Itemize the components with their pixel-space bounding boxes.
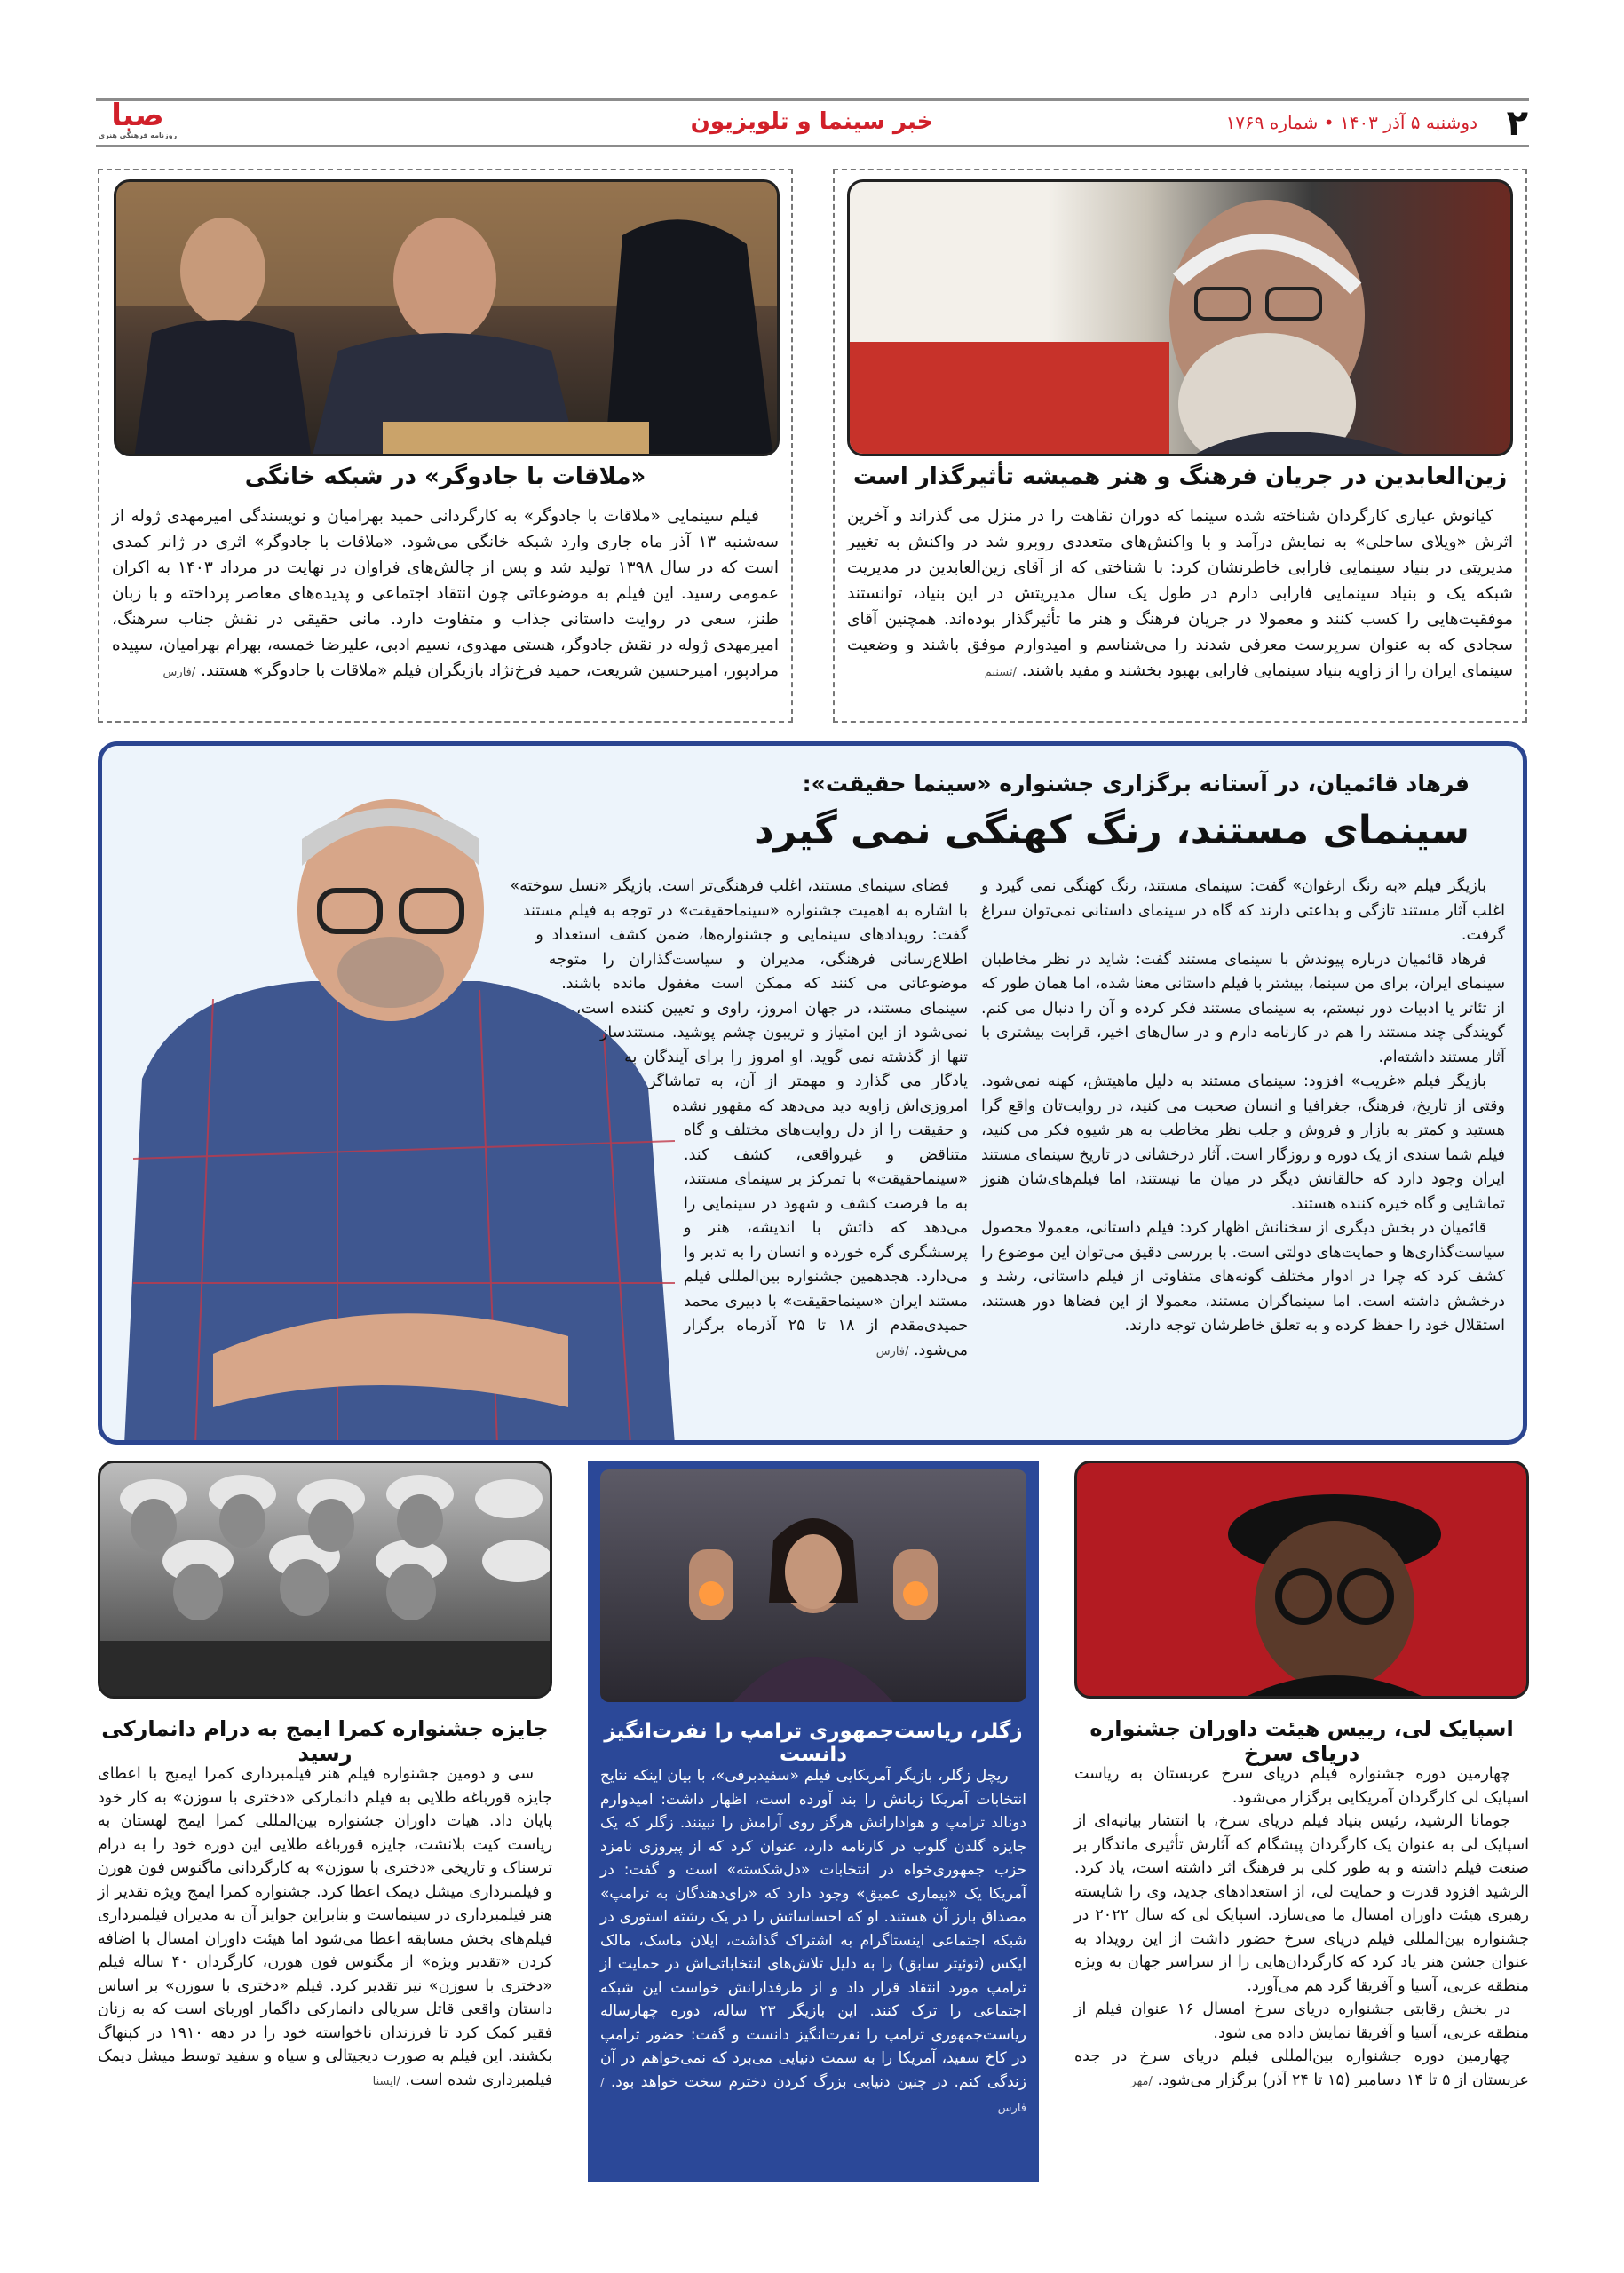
article-body: ریچل زگلر، بازیگر آمریکایی فیلم «سفیدبرفی»، با بیان اینکه نتایج انتخابات آمریکا زبانش را بند آورده است، اظهار داشت: امیدوارم دونالد ترامپ و هوادارانش هرگز روی آرامش را نبینند. زگلر که یک جایزه گلدن گلوب در کارنامه دارد، عنوان کرد که از پیروزی نامزد حزب جمهوری‌خواه در انتخابات «دل‌شکسته» است و گفت: در آمریکا یک «بیماری عمیق» وجود دارد که «رای‌دهندگان به ترامپ» مصداق بارز آن هستند. او که احساساتش را در یک رشته استوری در شبکه اجتماعی اینستاگرام به اشتراک گذاشت، ایلان ماسک، مالک ایکس (توئیتر سابق) را به دلیل تلاش‌های انتخاباتی‌اش در حمایت از ترامپ مورد انتقاد قرار داد و از طرفدارانش خواست این شبکه اجتماعی را ترک کنند. این بازیگر ۲۳ ساله، دوره چهارساله ریاست‌جمهوری ترامپ را نفرت‌انگیز دانست و گفت: حضور ترامپ در کاخ سفید، آمریکا را به سمت دنیایی می‌برد که نمی‌خواهم در آن زندگی کنم. در چنین دنیایی بزرگ کردن دخترم سخت خواهد بود.	[600, 1767, 1027, 2091]
logo-tagline: روزنامه فرهنگی هنری	[98, 131, 178, 139]
main-headline: سینمای مستند، رنگ کهنگی نمی گیرد	[754, 808, 1470, 853]
article-camerimage	[98, 1461, 552, 2189]
newspaper-logo	[98, 99, 178, 144]
film-still-icon	[100, 1463, 552, 1699]
paragraph: جومانا الرشید، رئیس بنیاد فیلم دریای سرخ، با انتشار بیانیه‌ای از اسپایک لی به عنوان یک کارگردان پیشگام که آثارش تأثیری ماندگار بر صنعت فیلم داشته و به طور کلی بر فرهنگ اثر داشته است، یاد کرد. الرشید افزود قدرت و حمایت لی، از استعدادهای جدید، وی را شایسته رهبری هیئت داوران امسال ما می‌سازد. اسپایک لی که سال ۲۰۲۲ در جشنواره بین‌المللی فیلم دریای سرخ حضور داشت از این رویداد به عنوان جشن هنر یاد کرد که کارگردان‌هایی را از سراسر جهان به ویژه منطقه عربی، آسیا و آفریقا گرد هم می‌آورد.	[1074, 1812, 1529, 1995]
article-source: /فارس	[600, 2076, 1026, 2115]
girl-with-needle-still	[98, 1461, 552, 1699]
article-title: اسپایک لی، رییس هیئت داوران جشنواره دریای سرخ	[1089, 1716, 1514, 1766]
issue-date: دوشنبه ۵ آذر ۱۴۰۳ • شماره ۱۷۶۹	[1225, 112, 1477, 133]
paragraph: فضای سینمای مستند، اغلب فرهنگی‌تر است. بازیگر «نسل سوخته» با اشاره به اهمیت جشنواره «سینماحقیقت» در توجه به فیلم مستند گفت: رویدادهای سینمایی و جشنواره‌ها، ضمن کشف استعداد و اطلاع‌رسانی فرهنگی، مدیران و سیاست‌گذاران را متوجه موضوعاتی می کنند که ممکن است مغفول مانده باشند. سینمای مستند، در جهان امروز، راوی و تعیین کننده است، نمی‌شود از این امتیاز و تریبون چشم پوشید. مستندساز تنها از گذشته نمی گوید. او امروز را برای آیندگان به یادگار می گذارد و مهمتر از آن، به تماشاگر امروزی‌اش زاویه دید می‌دهد که مقهور نشده و حقیقت را از دل روایت‌های مختلف و گاه متناقض و غیرواقعی، کشف کند. «سینماحقیقت» با تمرکز بر سینمای مستند، به ما فرصت کشف و شهود در سینمایی را می‌دهد که ذاتش با اندیشه، هنر و پرسشگری گره خورده و انسان را به تدبر وا می‌دارد. هجدهمین جشنواره بین‌المللی فیلم مستند ایران «سینماحقیقت» با دبیری محمد حمیدی‌مقدم از ۱۸ تا ۲۵ آذرماه برگزار می‌شود.	[510, 877, 969, 1359]
main-middle-column	[497, 875, 968, 1443]
spike-lee-photo	[1074, 1461, 1529, 1699]
paragraph: فرهاد قائمیان درباره پیوندش با سینمای مستند گفت: شاید در نظر مخاطبان سینمای ایران، برای من سینما، بیشتر با فیلم داستانی معنا شده، اما همان طور که از تئاتر یا ادبیات دور نیستم، به سینمای مستند فکر کرده و آن را دنبال می کنم. گویندگی چند مستند را هم در کارنامه دارم و در سال‌های اخیر، قرابت بیشتری با آثار مستند داشته‌ام.	[981, 950, 1505, 1066]
page-number: ۲	[1506, 103, 1528, 144]
article-zeinolabedin	[833, 169, 1527, 723]
article-spike-lee	[1074, 1461, 1529, 2189]
paragraph: بازیگر فیلم «به رنگ ارغوان» گفت: سینمای مستند، رنگ کهنگی نمی گیرد و اغلب آثار مستند تازگی و بداعتی دارند که گاه در سینمای داستانی نمی‌توان سراغ گرفت.	[981, 877, 1505, 944]
article-zegler	[588, 1461, 1039, 2182]
paragraph: بازیگر فیلم «غریب» افزود: سینمای مستند به دلیل ماهیتش، کهنه نمی‌شود. وقتی از تاریخ، فرهنگ، جغرافیا و انسان صحبت می کنید، در روایت‌تان واقع گرا هستید و کمتر به بازار و فروش و جلب نظر مخاطب به هر شیوه فکر می کنید، فیلم شما سندی از یک دوره و روزگار است. آثار درخشانی در تاریخ سینمای مستند ایران وجود دارد که خالقانش دیگر در میان ما نیستند، اما فیلم‌های‌شان هنوز تماشایی و گاه خیره کننده هستند.	[981, 1073, 1505, 1213]
article-meeting-wizard	[98, 169, 793, 723]
article-source: /ایسنا	[372, 2074, 400, 2088]
article-source: /مهر	[1130, 2074, 1153, 2088]
header-top-rule	[96, 98, 1529, 101]
article-source: /تسنیم	[984, 666, 1017, 679]
film-still-icon	[116, 182, 780, 456]
article-source: /فارس	[875, 1344, 909, 1358]
rachel-zegler-photo	[600, 1469, 1026, 1702]
portrait-icon	[600, 1469, 1026, 1702]
logo-text: صبا	[111, 98, 164, 133]
article-body: سی و دومین جشنواره فیلم هنر فیلمبرداری کمرا ایمیج با اعطای جایزه قورباغه طلایی به فیلم دانمارکی «دختری با سوزن» به کار خود پایان داد. هیات داوران جشنواره بین‌المللی کمرا ایمج لهستان به ریاست کیت بلانشت، جایزه قورباغه طلایی این دوره خود را به درام ترسناک و تاریخی «دختری با سوزن» به کارگردانی ماگنوس فون هورن و فیلمبرداری میشل دیمک اعطا کرد. جشنواره کمرا ایمج ویژه تقدیر از هنر فیلمبرداری در سینماست و بنابراین جوایز آن به مدیران فیلمبرداری فیلم‌های بخش مسابقه اعطا می‌شود اما هیئت داوران امسال با اضافه کردن «تقدیر ویژه» از مگنوس فون هورن، کارگردان ۴۰ ساله فیلم «دختری با سوزن» نیز تقدیر کرد. فیلم «دختری با سوزن» بر اساس داستان واقعی قاتل سریالی دانمارکی داگمار اوربای است که به زنان فقیر کمک کرد تا فرزندان ناخواسته خود را در دهه ۱۹۱۰ در کپنهاگ بکشند. این فیلم به صورت دیجیتالی و سیاه و سفید توسط میشل دیمک فیلمبرداری شده است.	[98, 1765, 553, 2089]
header-bottom-rule	[96, 145, 1529, 147]
paragraph: چهارمین دوره جشنواره فیلم دریای سرخ عربستان به ریاست اسپایک لی کارگردان آمریکایی برگزار می‌شود.	[1074, 1765, 1529, 1807]
article-source: /فارس	[162, 666, 196, 679]
main-right-column	[981, 875, 1505, 1339]
paragraph: قائمیان در بخش دیگری از سخنانش اظهار کرد: فیلم داستانی، معمولا محصول سیاست‌گذاری‌ها و حمایت‌های دولتی است. با بررسی دقیق می‌توان این موضوع را کشف کرد که چرا در ادوار مختلف گونه‌های متفاوتی از فیلم داستانی، رشد و درخشش داشته است. اما سینماگران مستند، معمولا از این فضاها دور هستند، استقلال خود را حفظ کرده و به تعلق خاطرشان توجه دارند.	[981, 1219, 1505, 1334]
article-title: «ملاقات با جادوگر» در شبکه خانگی	[244, 463, 646, 490]
main-kicker: فرهاد قائمیان، در آستانه برگزاری جشنواره «سینما حقیقت»:	[802, 771, 1470, 796]
feature-article-ghaemian	[98, 741, 1527, 1445]
article-body: فیلم سینمایی «ملاقات با جادوگر» به کارگردانی حمید بهرامیان و نویسندگی امیرمهدی ژوله از سه‌شنبه ۱۳ آذر ماه جاری وارد شبکه خانگی می‌شود. «ملاقات با جادوگر» اثری در ژانر کمدی است که در سال ۱۳۹۸ تولید شد و پس از چالش‌های فراوان در نهایت در مرداد ۱۴۰۳ به اکران عمومی رسید. این فیلم به موضوعاتی چون انتقاد اجتماعی و پدیده‌های معاصر پرداخته و با زبان طنز، سعی در روایت داستانی جذاب و متفاوت دارد. مانی حقیقی در نقش جناب سرهنگ، امیرمهدی ژوله در نقش جادوگر، هستی مهدوی، نسیم ادبی، علیرضا خمسه، بهرام بهرامیان، سپیده مرادپور، امیرحسین شریعت، حمید فرخ‌نژاد بازیگران فیلم «ملاقات با جادوگر» هستند.	[112, 507, 780, 680]
portrait-icon	[850, 182, 1513, 456]
article-title: زین‌العابدین در جریان فرهنگ و هنر همیشه تأثیرگذار است	[852, 463, 1508, 490]
paragraph: چهارمین دوره جشنواره بین‌المللی فیلم دریای سرخ در جده عربستان از ۵ تا ۱۴ دسامبر (۱۵ تا ۲۴ آذر) برگزار می‌شود.	[1074, 2047, 1529, 2089]
article-title: جایزه جشنواره کمرا ایمج به درام دانمارکی رسید	[101, 1716, 549, 1766]
paragraph: در بخش رقابتی جشنواره دریای سرخ امسال ۱۶ عنوان فیلم از منطقه عربی، آسیا و آفریقا نمایش داده می شود.	[1074, 2000, 1529, 2042]
kianoush-ayari-photo	[847, 179, 1513, 456]
meeting-with-wizard-still	[114, 179, 780, 456]
article-body: کیانوش عیاری کارگردان شناخته شده سینما که دوران نقاهت را در منزل می گذراند و آخرین اثرش «ویلای ساحلی» به نمایش درآمد و با واکنش‌های متعددی روبرو شد در واکنش به تغییر مدیریتی در بنیاد سینمایی فارابی خاطرنشان کرد: با شناختی که از آقای زین‌العابدین در مدیریت شبکه یک و بنیاد سینمایی فارابی دارم در طول یک سال مدیریتش در این بنیاد، توانستند موفقیت‌هایی را کسب کنند و معمولا در جریان فرهنگ و هنر ما تأثیرگذار بوده‌اند. همچنین آقای سجادی که به عنوان سرپرست معرفی شدند را می‌شناسم و امیدوارم موفق باشند و وضعیت سینمای ایران را از زاویه بنیاد سینمایی فارابی بهبود بخشند و مفید باشند.	[847, 507, 1513, 680]
portrait-icon	[1077, 1463, 1529, 1699]
article-title: زگلر، ریاست‌جمهوری ترامپ را نفرت‌انگیز دانست	[604, 1720, 1023, 1766]
section-title: خبر سینما و تلویزیون	[690, 108, 934, 135]
